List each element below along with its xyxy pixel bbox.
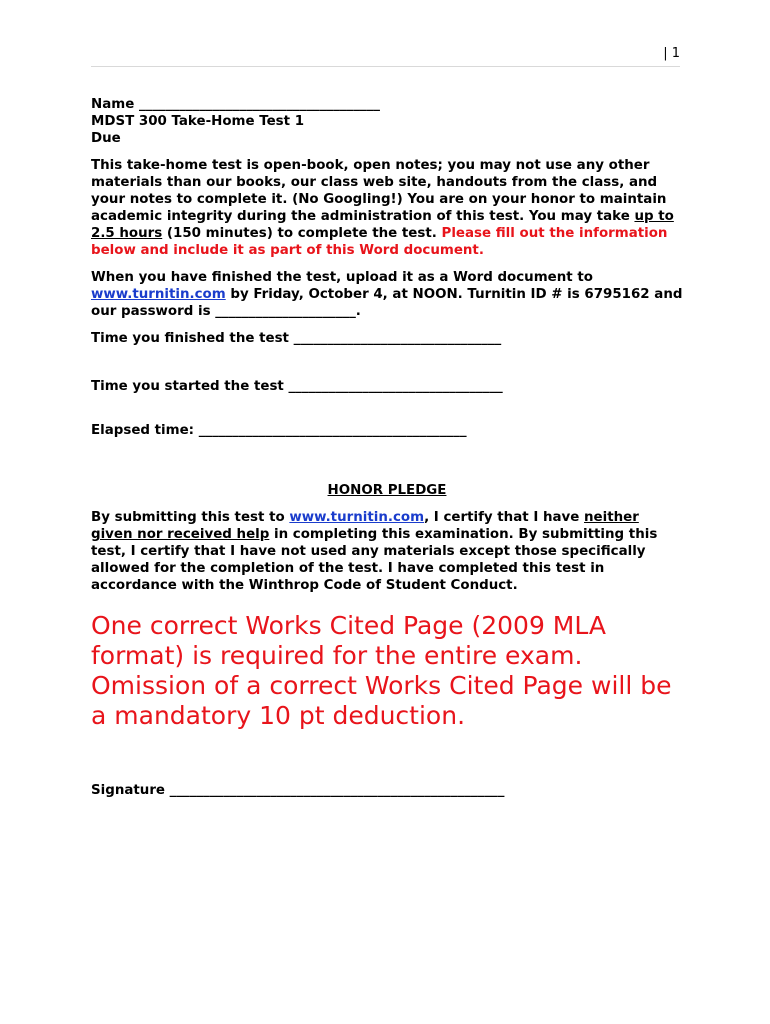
pledge-text-a: By submitting this test to (91, 510, 290, 525)
page-header (91, 46, 680, 67)
intro-paragraph (91, 157, 683, 259)
hours-text: 2.5 hours (91, 226, 163, 241)
pledge-underlined: neither given nor received help (91, 510, 639, 542)
name-field: Name ____________________________________ (91, 97, 380, 112)
pledge-turnitin-link[interactable]: www.turnitin.com (289, 510, 425, 525)
test-title: MDST 300 Take-Home Test 1 (91, 114, 305, 129)
time-finished-field: Time you finished the test _______________________________ (91, 331, 502, 346)
red-notice: Please fill out the information below and include it as part of this Word document. (91, 226, 668, 258)
document-body (91, 96, 683, 799)
works-cited-notice: One correct Works Cited Page (2009 MLA format) is required for the entire exam. Omission of a correct Works Cited Page will be a mandatory 10 pt deduction. (91, 611, 672, 730)
signature-field: Signature __________________________________________________ (91, 783, 505, 798)
turnitin-link[interactable]: www.turnitin.com (91, 287, 226, 302)
page-number: | 1 (663, 46, 680, 61)
due-field: Due (91, 131, 121, 146)
elapsed-time-field: Elapsed time: ________________________________________ (91, 423, 467, 438)
upload-text-before: When you have finished the test, upload it as a Word document to (91, 270, 593, 285)
upload-text-after: by Friday, October 4, at NOON. Turnitin ID # is 6795162 and our password is _____________________. (91, 287, 683, 319)
intro-text: This take-home test is open-book, open notes; you may not use any other materials than our books, our class web site, handouts from the class, and your notes to complete it. (No Googling!) You are on your honor to maintain academic integrity during the administration of this test. You may take (91, 158, 667, 224)
up-to-text: up to (634, 209, 674, 224)
honor-pledge-paragraph (91, 509, 683, 594)
pledge-text-c: in completing this examination. By submitting this test, I certify that I have not used any materials except those specifically allowed for the completion of the test. I have completed this test in accordance with the Winthrop Code of Student Conduct. (91, 527, 658, 593)
time-started-field: Time you started the test ________________________________ (91, 379, 503, 394)
upload-paragraph (91, 269, 683, 320)
minutes-text: (150 minutes) to complete the test. (162, 226, 442, 241)
pledge-text-b: , I certify that I have (424, 510, 585, 525)
honor-pledge-title: HONOR PLEDGE (327, 483, 447, 498)
